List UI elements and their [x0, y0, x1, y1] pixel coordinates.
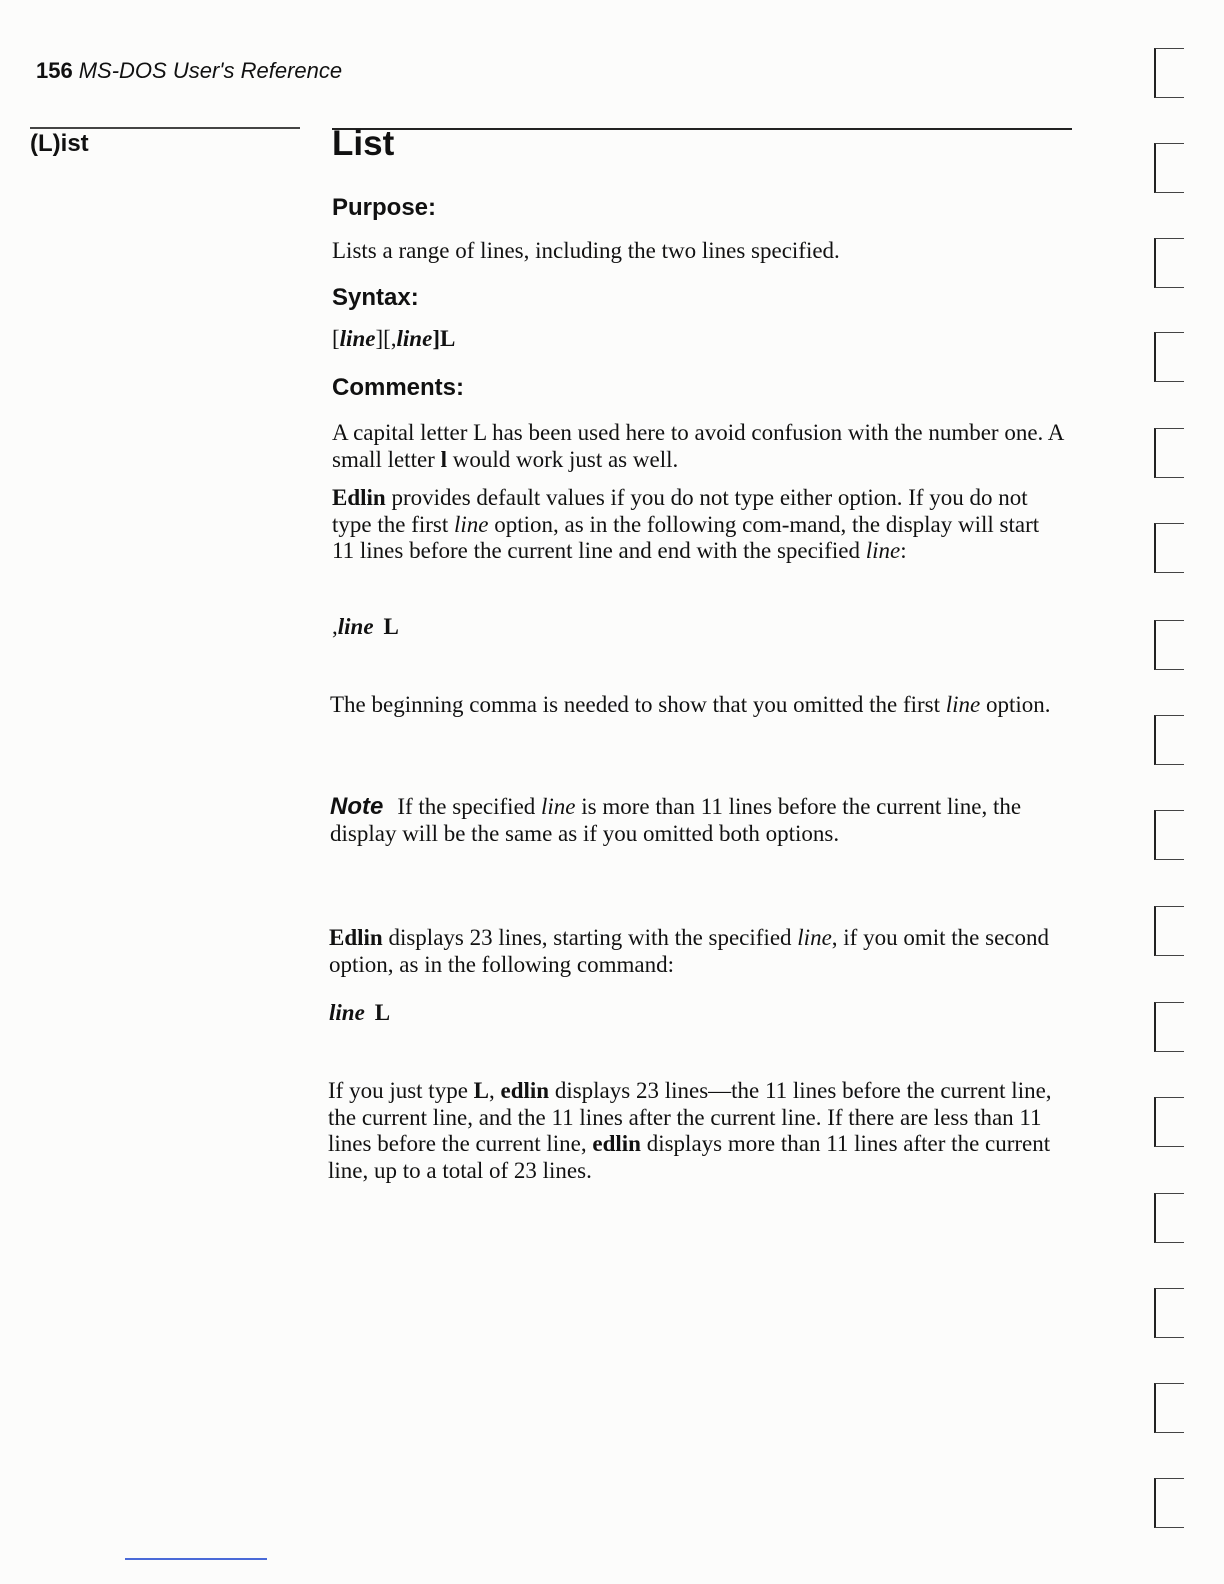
comments-paragraph-5 [328, 1078, 1063, 1184]
p5-edlin-2: edlin [592, 1131, 641, 1156]
code2-line: line [329, 1000, 365, 1025]
p2-line-1: line [454, 511, 489, 537]
running-head [36, 58, 342, 84]
comments-paragraph-2 [332, 485, 1067, 565]
binder-tabs [1150, 0, 1190, 1584]
p2-edlin: Edlin [332, 485, 386, 510]
binder-tab [1154, 1002, 1184, 1052]
code-example-1 [332, 614, 399, 640]
note-text-b: is more than 11 lines before the current line, the display will be the same as if you omitted both options. [330, 794, 1022, 846]
purpose-text: Lists a range of lines, including the two lines specified. [332, 238, 840, 263]
side-rule [30, 127, 300, 129]
page-number: 156 [36, 58, 73, 83]
binder-tab [1154, 238, 1184, 288]
section-title: List [332, 124, 395, 163]
p4-text-b: , if you omit the second option, as in the following command: [329, 925, 1049, 977]
binder-tab [1154, 523, 1184, 573]
code1-line: line [337, 614, 374, 639]
p1-text-a: A capital letter L has been used here to avoid confusion with the number one. A small letter [332, 420, 1064, 472]
syntax-bracket-open: [ [332, 326, 340, 351]
p2-text-a: provides default values if you do not type either option. If you do not type the first [332, 485, 1028, 537]
comments-paragraph-3 [330, 692, 1065, 719]
p3-line: line [945, 692, 981, 717]
book-title: MS-DOS User's Reference [78, 58, 343, 83]
bottom-scan-mark [125, 1558, 267, 1560]
binder-tab [1154, 428, 1184, 478]
binder-tab [1154, 1097, 1184, 1147]
code1-comma: , [332, 614, 338, 639]
note-text-a: If the specified [397, 794, 542, 819]
binder-tab [1154, 715, 1184, 765]
binder-tab [1154, 810, 1184, 860]
binder-tab [1154, 332, 1184, 382]
binder-tab [1154, 143, 1184, 193]
p2-text-c: : [900, 538, 907, 563]
code1-L: L [383, 614, 399, 639]
p5-text-c: displays 23 lines—the 11 lines before the current line, the current line, and the 11 lines after the current line. If there are less than 11 lines before the current line, [328, 1078, 1052, 1156]
note-label: Note [330, 793, 384, 820]
syntax-line2: line [396, 326, 433, 351]
p2-text-b: option, as in the following com-mand, the display will start 11 lines before the current line and end with the specified [332, 511, 1040, 563]
p4-text-a: displays 23 lines, starting with the specified [382, 925, 798, 950]
p2-line-2: line [865, 538, 901, 563]
section-rule [332, 128, 1072, 130]
binder-tab [1154, 1193, 1184, 1243]
p5-text-a: If you just type [328, 1078, 474, 1103]
purpose-heading: Purpose: [332, 194, 437, 221]
binder-tab [1154, 906, 1184, 956]
syntax-close: ]L [432, 326, 456, 351]
syntax-line1: line [339, 326, 376, 351]
side-label: (L)ist [30, 130, 89, 157]
code-example-2 [329, 1000, 390, 1026]
p1-small-l: l [440, 446, 447, 472]
syntax-heading: Syntax: [332, 284, 419, 311]
binder-tab [1154, 1383, 1184, 1433]
p5-text-d: displays more than 11 lines after the current line, up to a total of 23 lines. [328, 1131, 1051, 1183]
syntax-line [332, 326, 455, 352]
p4-line: line [797, 925, 832, 950]
binder-tab [1154, 48, 1184, 98]
binder-tab [1154, 1478, 1184, 1528]
p3-text-a: The beginning comma is needed to show that you omitted the first [330, 692, 946, 717]
p1-text-b: would work just as well. [446, 446, 679, 472]
comments-paragraph-1 [332, 420, 1067, 473]
note-line: line [541, 794, 576, 819]
code2-L: L [374, 1000, 391, 1025]
p5-edlin-1: edlin [500, 1078, 550, 1103]
note-paragraph [330, 794, 1065, 847]
p4-edlin: Edlin [329, 925, 383, 950]
p5-text-b: , [489, 1078, 501, 1103]
comments-paragraph-4 [329, 925, 1064, 978]
p5-L: L [473, 1078, 489, 1103]
binder-tab [1154, 1288, 1184, 1338]
binder-tab [1154, 620, 1184, 670]
p3-text-b: option. [980, 692, 1051, 717]
comments-heading: Comments: [332, 374, 465, 401]
syntax-mid: ][, [375, 326, 397, 351]
